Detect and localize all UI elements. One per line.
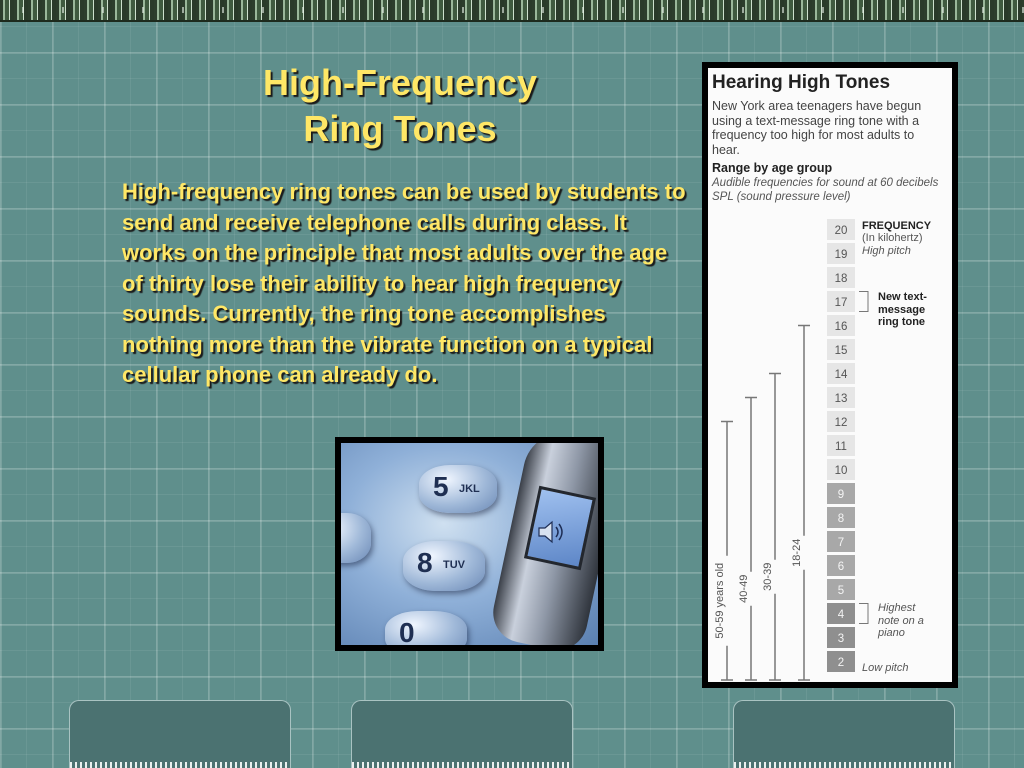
piano-label-line3: piano xyxy=(878,627,905,639)
frequency-tick-6: 6 xyxy=(837,561,845,573)
slide-title-line1: High-Frequency xyxy=(262,62,538,103)
frequency-tick-9: 9 xyxy=(837,489,845,501)
slide-title xyxy=(200,60,600,152)
frequency-tick-17: 17 xyxy=(834,297,848,309)
footer-tab-left xyxy=(69,700,291,768)
annotation-bracket-0 xyxy=(859,292,868,312)
frequency-tick-18: 18 xyxy=(834,273,848,285)
chart-title: Hearing High Tones xyxy=(712,72,891,93)
frequency-tick-19: 19 xyxy=(834,249,848,261)
frequency-tick-12: 12 xyxy=(834,417,848,429)
frequency-tick-10: 10 xyxy=(834,465,848,477)
frequency-tick-4: 4 xyxy=(837,609,845,621)
age-range-label-3: 18-24 xyxy=(791,538,803,567)
frequency-tick-14: 14 xyxy=(834,369,848,381)
circuit-board-header xyxy=(0,0,1024,22)
frequency-heading: FREQUENCY xyxy=(862,220,932,232)
key-8-letters: TUV xyxy=(443,559,465,571)
frequency-chart-svg xyxy=(708,68,952,682)
keypad-key-5 xyxy=(419,465,497,513)
piano-label-line1: Highest xyxy=(878,602,916,614)
chart-subtitle-note: Audible frequencies for sound at 60 decibels SPL (sound pressure level) xyxy=(712,177,939,203)
phone-photo-frame xyxy=(335,437,604,651)
keypad-key-side xyxy=(341,513,371,563)
frequency-tick-2: 2 xyxy=(837,657,845,669)
chart-frame xyxy=(702,62,958,688)
slide-title-line2: Ring Tones xyxy=(303,108,497,149)
frequency-tick-20: 20 xyxy=(834,225,848,237)
age-range-label-1: 40-49 xyxy=(738,574,750,603)
keypad-key-0 xyxy=(385,611,467,645)
key-5-number: 5 xyxy=(433,471,449,502)
hearing-chart xyxy=(708,68,952,682)
frequency-tick-7: 7 xyxy=(837,537,845,549)
ringtone-label-line2: message xyxy=(878,303,926,316)
chart-intro: New York area teenagers have begun using a text-message ring tone with a frequency too high for most adults to hear. xyxy=(712,99,922,157)
ringtone-label-line1: New text- xyxy=(878,291,927,303)
age-range-label-2: 30-39 xyxy=(762,562,774,591)
high-pitch-label: High pitch xyxy=(862,245,911,257)
age-range-label-0: 50-59 years old xyxy=(714,562,726,639)
key-0-number: 0 xyxy=(399,617,415,645)
key-5-letters: JKL xyxy=(459,483,480,495)
low-pitch-label: Low pitch xyxy=(862,662,909,674)
ringtone-label-line3: ring tone xyxy=(878,316,926,328)
footer-tab-center xyxy=(351,700,573,768)
footer-tab-right xyxy=(733,700,955,768)
frequency-tick-11: 11 xyxy=(835,441,847,453)
key-8-number: 8 xyxy=(417,547,433,578)
slide-body-text: High-frequency ring tones can be used by students to send and receive telephone calls during class. It works on the principle that most adults over the age of thirty lose their ability to hear high frequency sounds. Currently, the ring tone accomplishes nothing more than the vibrate function on a typical cellular phone can already do. xyxy=(122,179,686,387)
frequency-tick-15: 15 xyxy=(834,345,848,357)
piano-label-line2: note on a xyxy=(878,614,924,627)
frequency-tick-13: 13 xyxy=(834,393,848,405)
frequency-unit: (In kilohertz) xyxy=(862,232,923,244)
frequency-tick-5: 5 xyxy=(837,585,845,597)
chart-subtitle: Range by age group xyxy=(712,161,833,175)
annotation-bracket-1 xyxy=(859,604,868,624)
frequency-tick-8: 8 xyxy=(837,513,845,525)
keypad-key-8 xyxy=(403,541,485,591)
phone-photo xyxy=(341,443,598,645)
speaker-icon[interactable] xyxy=(537,519,567,545)
frequency-tick-3: 3 xyxy=(837,633,845,645)
frequency-tick-16: 16 xyxy=(834,321,848,333)
